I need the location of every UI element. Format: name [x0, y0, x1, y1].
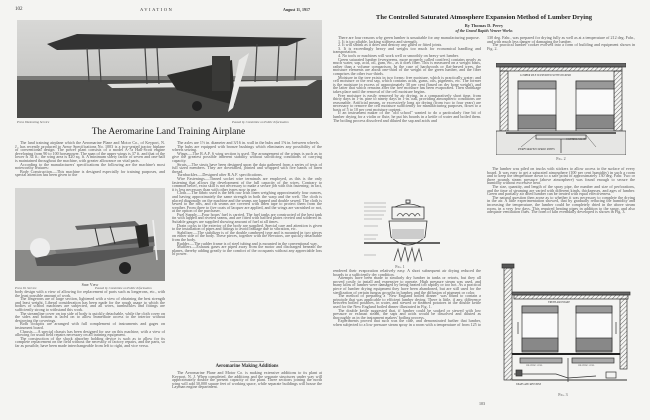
paragraph: According to the manufacturers' specifications the following are the machine's most noteworthy features: — [15, 161, 165, 171]
aeromarine-col1-top — [15, 141, 165, 186]
page-number-right: 103 — [479, 401, 485, 406]
paragraph: The practical lumber cooker evolved into a form of building and equipment shown in Fig. 2. — [487, 42, 635, 51]
paragraph: The streamline cover on top side of body is quickly detachable, while the cloth cover on the sides and bottom is laced on to allow immediate access to the interior without destroying the coverings. — [15, 310, 165, 323]
article-title-aeromarine: The Aeromarine Land Training Airplane — [91, 127, 246, 137]
inset-credit-right: Passed by Committee on Public Information — [95, 286, 152, 290]
paragraph: Both cockpits are arranged with full complement of instruments and gages on instrument board. — [15, 321, 165, 330]
paragraph: Mufflers.—Exhaust gases are piped away from the motor and discharged beneath the planes, thereby adding greatly to the comfort of the occupants without any appreciable loss of power. — [172, 244, 322, 257]
paragraph: The land training airplane which the Aeromarine Plane and Motor Co., of Keyport, N. J., has recently produced to Army Specifications No. 1003 is a two-seated tractor biplane of conventional design. The power plant consists of a model A-7a Hall-Scott engine developing from 90 to 100 horsepower. The span of the upper wings is 37 ft. and that of the lower is 34 ft.; the wing area is 420 sq. ft. A minimum safety factor of seven and one-half is maintained throughout the machine, with greater allowance on vital parts. — [15, 141, 165, 163]
paragraph: Cloth.—The fabric used is the best raw Irish linen weighing approximately four ounces, and having approximately the same strength in both the warp and the weft. The cloth is placed diagonally on the machine and the seams are lapped and double sewed. The cloth is sewed to the ribs, and rib seams are covered with linen tape to protect them from the weather. From three to five coats of lacquer are applied, and the wings are varnished or not, at the option of the purchaser. — [172, 190, 322, 214]
lumber-col2-top — [487, 36, 635, 60]
fig2-label-pipes: PERFORATED SPRAY PIPES — [518, 147, 555, 151]
divider — [230, 361, 264, 362]
aeromarine-col2 — [172, 141, 322, 358]
paragraph: 1. It is too pliable, lacking stiffness and strength. — [338, 38, 418, 44]
airplane-side-photo — [15, 188, 165, 281]
paragraph: The axles are 1½ in. diameter and 3/16 in. wall in the hubs and 1⅝ in. between wheels. — [177, 141, 320, 145]
paragraph: Free moisture is easily removed by air drying, in a comparatively short time, from thirty days in 1-in. pine to ninety days in 1-in. oak, providing atmospheric conditions are reasonable. Artificial means, or excessively long air drying (from two to four years) are necessary to remove the cell moisture sufficiently for manufacturing purposes, down to a basis of 5 to 10 per cent moisture content. — [333, 92, 481, 112]
paragraph: Moisture in the tree exists in two forms: free moisture, which is practically water; and cell moisture or the real sap, which contains acids, gums, oils, pigments, etc. The former is the moisture in excess of approximately 30 per cent (based on dry bone weight), and the latter that which remains after the free moisture has been evaporated. Then shrinkage takes place until the removal of the cell moisture begins. — [333, 74, 481, 94]
additions-text — [172, 371, 322, 401]
paragraph: Turnbuckles.—Designed after R.A.F. specifications. — [177, 172, 263, 178]
paragraph: Rudder.—The rudder frame is of steel tubing and is mounted in the conventional way. — [177, 240, 318, 246]
paragraph: Green saturated lumber (evergreens, more properly called conifers) contains nearly as much water, sap, acid, oil, gum, etc., as it does fiber. This is measured on a weight basis, rather than a volume comparison. In the case of hardwoods or flat-leaved trees, the moisture elements are about one-third of the weight of the green lumber, and the fiber comprises the other two-thirds. — [333, 56, 481, 76]
paragraph: 130 deg. Fahr., was prepared for drying fully as well as at a temperature of 212 deg. Fahr., and with much less danger of damaging the lumber. — [487, 36, 635, 44]
page-number-left: 102 — [15, 7, 23, 12]
affiliation: of the Grand Rapids Veneer Works — [455, 28, 513, 33]
byline: By Thomas D. Perry — [464, 23, 504, 28]
lumber-col1-bottom — [333, 269, 481, 393]
inset-credit-left: Press Ill. Service — [15, 286, 37, 290]
paragraph: Experiments proved that such was the case, and demonstrated further that lumber, when subjected to a low pressure steam spray in a room with a temperature of from 125 to — [333, 318, 481, 327]
paragraph: 3. It is exceedingly heavy and weighs too much for economical handling and transportation. — [333, 45, 481, 55]
paragraph: Struts.—The struts have been designed upon the data gathered from a series of tests of full sized members. They are dovetailed, jointed and wrapped with five bands of linen thread. — [172, 161, 322, 174]
paragraph: Drain cocks to the exterior of the body are supplied. Special care and attention is given to the installation of pipes and fittings to avoid leakage due to vibration, etc. — [172, 222, 322, 232]
paragraph: 4. No tools or machines will work well or smoothly on heavy wet lumber. — [338, 52, 459, 58]
paragraph: The longerons are of large section, lightened with a view of obtaining the best strength and least weight. Liberal consideration has been made for the rough usage to which the bodies of school machines are subjected, and all wires, turnbuckles and fittings are sufficiently strong to withstand this work. — [15, 296, 165, 312]
fig1-caption: Fig. 1 — [395, 264, 405, 269]
aeromarine-col1-bottom — [15, 290, 165, 405]
fig1-double-kettle — [362, 199, 442, 263]
fig2-caption: Fig. 2 — [556, 156, 566, 161]
airplane-front-photo — [17, 20, 322, 118]
paragraph: The construction of the shock absorber holding device is such as to allow for its complete replacement on the field without the necessity of factory repairs, and the parts, so far as possible, have been made interchangeable from left to right, and vice versa. — [15, 335, 165, 348]
fig3-label-coil-right: HEATING COIL — [578, 364, 595, 367]
paragraph: Chassis.—A special chassis has been designed for use on this machine, with a view of allowing for usual field repairs necessary on all training equipment. — [15, 328, 165, 338]
paragraph: The method of preparing a "New England boiled dinner" was found to contain a principle that was applicable to efficient lumber drying. There is little, if any, difference between boiled potatoes, in water, and stewed or steamed potatoes in the double kettle used for the New England boiled dinner illustrated in Fig. 1. — [333, 293, 481, 309]
issue-date: August 11, 1917 — [283, 7, 311, 12]
photo-credit-left: Press Illustrating Service — [17, 120, 50, 124]
fig3-kiln-diagram — [496, 262, 631, 390]
fig3-label-top: FRESH AIR INTAKE — [548, 301, 570, 304]
lumber-col1-top — [333, 36, 481, 198]
paragraph: Stabilizer.—The stabilizer is of the double cambered type and is mounted in two pieces on either side of the body. These pieces, together with the elevators, are quickly detachable from the body. — [172, 229, 322, 243]
fig3-label-bottom: TRAPS AND RETURNS — [516, 383, 542, 386]
running-head: AVIATION — [140, 7, 174, 12]
fig3-label-coil-left: HEATING COIL — [526, 364, 543, 367]
paragraph: The hubs are equipped with bronze bushings which eliminates any possibility of the wheels seizing. — [172, 143, 322, 153]
lumber-col2-bottom — [487, 167, 635, 262]
paragraph: The double kettle suggested that, if lumber could be soaked or stewed with low pressure or exhaust steam, the saps and acids would be dissolved and diluted as thoroughly as in the instrument makers' boiling process. — [333, 307, 481, 320]
paragraph: rendered their evaporation relatively easy. A short subsequent air drying reduced the boards to a sufficiently dry condition. — [333, 269, 481, 277]
fig3-caption: Fig. 3 — [558, 392, 568, 397]
paragraph: Attempts have been made to similarly dry lumber in tanks or retorts, but they all proved costly to install and expensive to operate. High pressure steam was used, and many kilns of lumber were damaged by being heated too rapidly or too hot. As a practical piece of lumber drying equipment they have been abandoned, but are still used for the sterilization of certain fungus growths in lumber, and the diffusion of pigment or color. — [333, 275, 481, 295]
paragraph: Body Construction.—This machine is designed especially for training purposes, and special attention has been given to the — [15, 168, 165, 178]
paragraph: The lumber was piled on trucks with stickers to allow access to the surface of every board. It was easy to get a saturated atmosphere (100 per cent humidity) in such a room and to keep the temperature down to a safe point of approximately 130 deg. Fahr. Two or three pounds steam pressure (above atmosphere) was found enough to secure the humidity without excessive heat. — [487, 167, 635, 186]
article-title-lumber: The Controlled Saturated Atmosphere Expansion Method of Lumber Drying — [375, 14, 593, 21]
paragraph: body design with a view of allowing for replacement of parts such as longerons, etc., with the least possible amount of work. — [15, 290, 165, 298]
paragraph: The natural question then arose as to whether it was necessary to complete the drying in the air. A little experimentation showed, that by gradually reducing the humidity and increasing the temperature, the lumber could be completely dried in the above steam room, in a very few days. This required heating pipes in addition to the spray, and also adequate ventilation flues. The form of kiln eventually developed is shown in Fig. 3. — [487, 194, 635, 215]
paragraph: Wings.—The R.A.F. 6 wing section is used. The arrangement of the wings is such as to give the greatest possible inherent stability without sacrificing conditions of carrying capacity. — [172, 150, 322, 163]
paragraph: Fuel Supply.—Four hours' fuel is carried. The fuel tanks are constructed of the best tank tin with lapped and riveted seams, and are fitted with baffled plates riveted and soldered in. Suitable gauges are supplied showing amount of fuel at all times. — [172, 211, 322, 225]
fig2-lumber-cooker-diagram — [496, 63, 626, 155]
paragraph: There are four reasons why green lumber is unsuitable for any manufacturing purpose. — [338, 36, 480, 40]
fig2-label-top: LUMBER PILE SUPPORTED WITH STICKERS — [520, 74, 571, 77]
paragraph: The size, quantity, and length of the spray pipe, the number and size of perforations, and the time of steaming are varied with different kinds, thicknesses, and ages of lumber. Green and partially air dried lumber can be treated with equal effectiveness. — [487, 183, 635, 197]
paragraph: If an instrument maker of the "old school" wanted to do a particularly fine bit of lumber drying for a violin or flute, he put his boards in a kettle of water and boiled them. The boiling process dissolved and diluted the sap and acids and — [333, 110, 481, 123]
photo-credit-right: Passed by Committee on Public Information — [232, 120, 289, 124]
paragraph: 2. It will shrink as it dries and destroy any glued or fitted joints. — [338, 42, 443, 48]
additions-heading: Aeromarine Making Additions — [215, 364, 279, 369]
fig2-label-valve: CONTROL VALVE — [566, 138, 586, 141]
paragraph: The Aeromarine Plane and Motor Co. is making extensive additions to its plant at Keyport, N. J. When completed, the additions and the separate structures under way will approximately double the present capacity of the plant. Three sections joining the north wing will add 30,000 square feet of working space, while separate buildings will house the Layman engine department. — [172, 371, 322, 390]
inset-caption: Side View — [81, 282, 99, 287]
paragraph: Wire Fastenings.—Tinned socket wire terminals are employed, as this is the only fastening that allows the development of the full capacity of the wires. Contrary to common belief, extra skill is not necessary to make a secure job with this fastening; in fact, it is less necessary than with other types now in use. — [172, 175, 322, 192]
